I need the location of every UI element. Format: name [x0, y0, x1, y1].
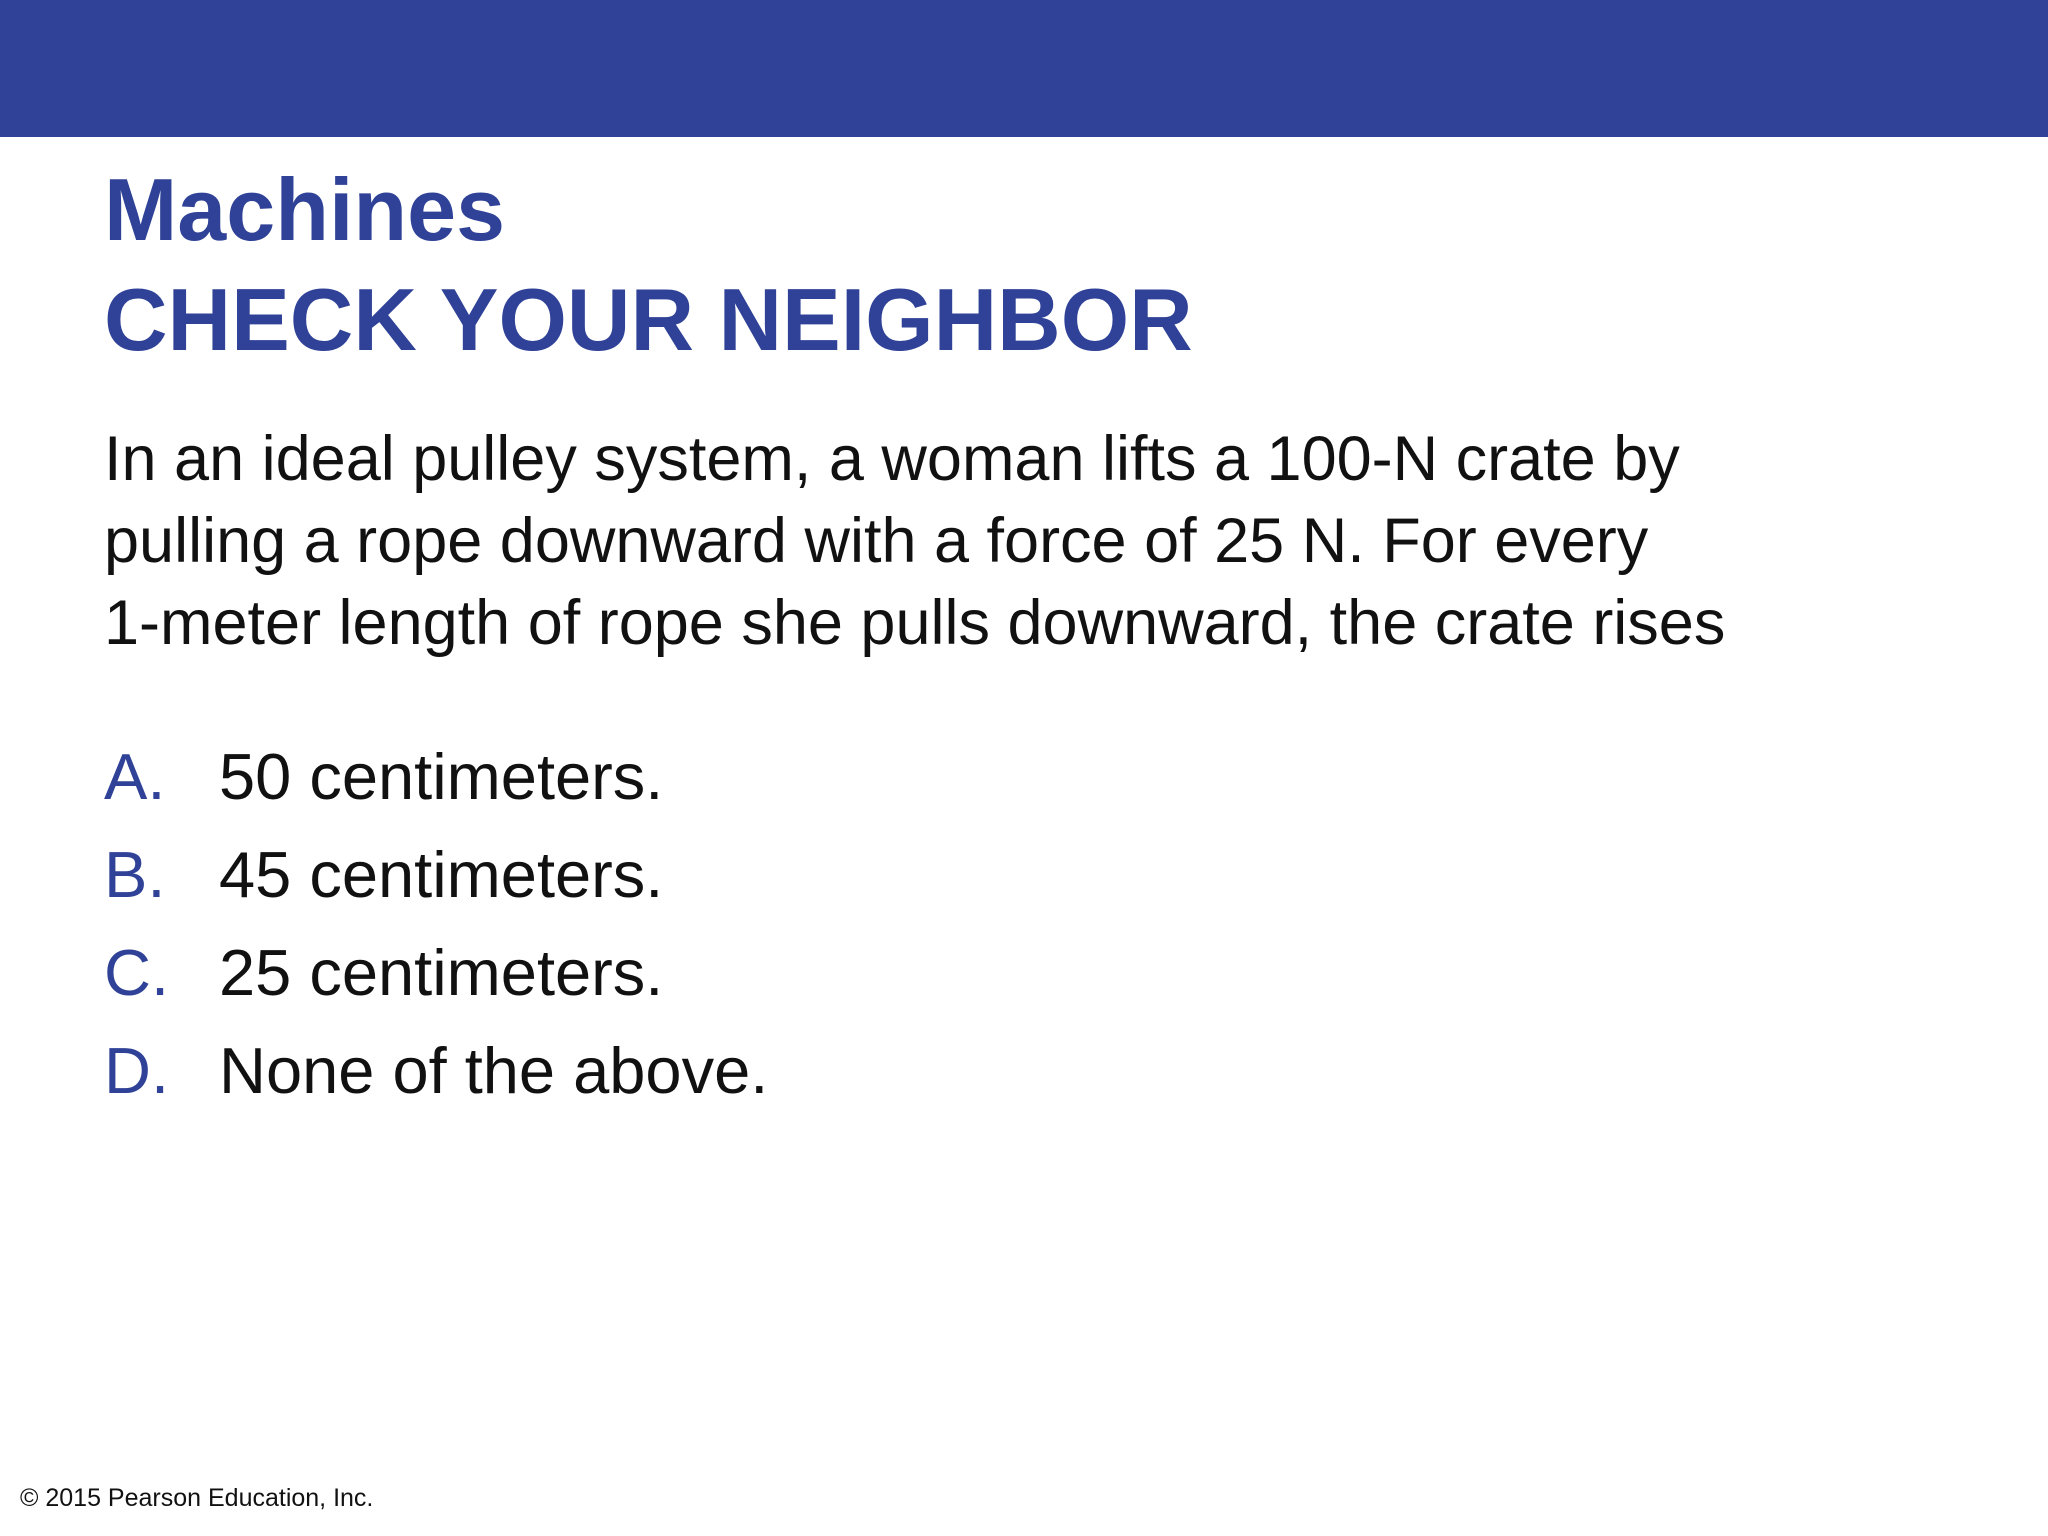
title-line-machines: Machines [104, 160, 506, 259]
slide-title [104, 155, 1193, 375]
option-letter: B. [104, 838, 166, 911]
option-letter: C. [104, 936, 169, 1009]
option-text: 45 centimeters. [219, 838, 664, 911]
title-line-check-your-neighbor: CHECK YOUR NEIGHBOR [104, 270, 1193, 369]
question-line: pulling a rope downward with a force of 25 N. For every [104, 506, 1649, 576]
question-line: In an ideal pulley system, a woman lifts a 100-N crate by [104, 424, 1680, 494]
header-band [0, 0, 2048, 137]
option-text: None of the above. [219, 1034, 769, 1107]
copyright-footer: © 2015 Pearson Education, Inc. [20, 1484, 374, 1512]
option-text: 50 centimeters. [219, 740, 664, 813]
option-a[interactable] [104, 728, 768, 826]
option-text: 25 centimeters. [219, 936, 664, 1009]
option-letter: A. [104, 740, 166, 813]
option-d[interactable] [104, 1022, 768, 1120]
option-c[interactable] [104, 924, 768, 1022]
question-line: 1-meter length of rope she pulls downward, the crate rises [104, 588, 1726, 658]
question-text [104, 418, 1984, 664]
option-letter: D. [104, 1034, 169, 1107]
answer-options [104, 728, 768, 1120]
option-b[interactable] [104, 826, 768, 924]
